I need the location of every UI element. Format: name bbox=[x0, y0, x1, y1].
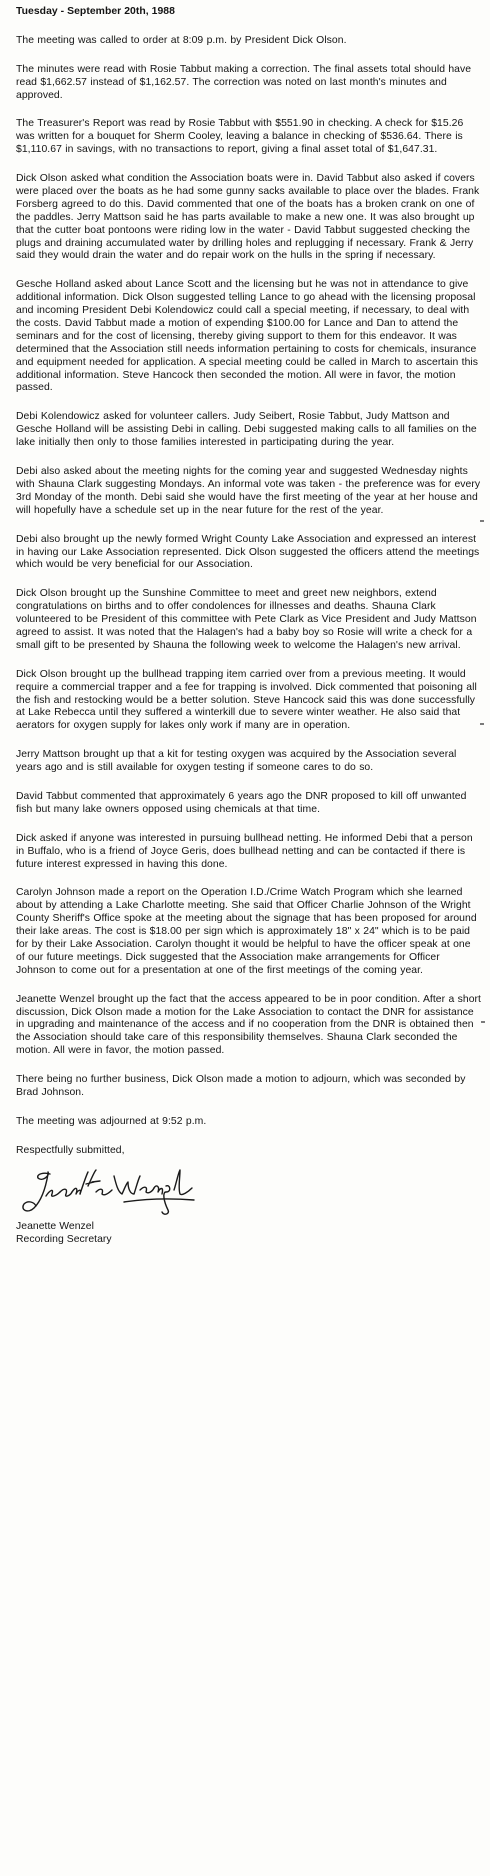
meeting-date: Tuesday - September 20th, 1988 bbox=[16, 6, 175, 17]
paragraph-dnr-proposal: David Tabbut commented that approximately 6 years ago the DNR proposed to kill off unwanted fish but many lake owners opposed using chemicals at that time. bbox=[16, 790, 467, 815]
closing-line: Respectfully submitted, bbox=[16, 1144, 125, 1156]
paragraph-meeting-nights: Debi also asked about the meeting nights for the coming year and suggested Wednesday nights with Shauna Clark suggesting Mondays. An informal vote was taken - the preference was for every 3rd Monday of the month. Debi said she would have the first meeting of the year at her house and will hopefully have a schedule set up in the near future for the rest of the year. bbox=[16, 466, 481, 516]
paragraph-volunteer-callers: Debi Kolendowicz asked for volunteer callers. Judy Seibert, Rosie Tabbut, Judy Mattson and Gesche Holland will be assisting Debi in calling. Debi suggested making calls to all families on the lake initially then only to those families interested in participating during the year. bbox=[16, 411, 477, 449]
paragraph-access-condition: Jeanette Wenzel brought up the fact that the access appeared to be in poor condition. After a short discussion, Dick Olson made a motion for the Lake Association to contact the DNR for assistance in upgrading and maintenance of the access and if no cooperation from the DNR is obtained then the Association should take care of this responsibility themselves. Shauna Clark seconded the motion. All were in favor, the motion passed. bbox=[16, 993, 481, 1057]
margin-mark bbox=[480, 520, 484, 522]
paragraph-boats: Dick Olson asked what condition the Association boats were in. David Tabbut also asked if covers were placed over the boats as he had some gunny sacks available to place over the blades. Frank Forsberg agreed to do this. David commented that one of the boats has a broken crank on one of the paddles. Jerry Mattson said he has parts available to make a new one. It was also brought up that the cutter boat pontoons were riding low in the water - David Tabbut suggested checking the plugs and draining accumulated water by drilling holes and replugging if necessary. Frank & Jerry said they would drain the water and do repair work on the hulls in the spring if necessary. bbox=[16, 173, 480, 262]
paragraph-adjourned: The meeting was adjourned at 9:52 p.m. bbox=[16, 1115, 207, 1127]
paragraph-treasurer-report: The Treasurer's Report was read by Rosie Tabbut with $551.90 in checking. A check for $15.26 was written for a bouquet for Sherm Cooley, leaving a balance in checking of $536.64. There is $1,110.67 in savings, with no transactions to report, giving a final asset total of $1,647.31. bbox=[16, 118, 464, 156]
margin-mark bbox=[480, 723, 484, 725]
paragraph-adjourn-motion: There being no further business, Dick Olson made a motion to adjourn, which was seconded by Brad Johnson. bbox=[16, 1074, 466, 1098]
paragraph-oxygen-kit: Jerry Mattson brought up that a kit for testing oxygen was acquired by the Association several years ago and is still available for oxygen testing if someone cares to do so. bbox=[16, 749, 457, 774]
signer-name: Jeanette Wenzel bbox=[16, 1220, 94, 1232]
margin-mark bbox=[481, 1021, 485, 1023]
paragraph-bullhead-netting: Dick asked if anyone was interested in pursuing bullhead netting. He informed Debi that a person in Buffalo, who is a friend of Joyce Geris, does bullhead netting and can be contacted if there is future interest expressed in having this done. bbox=[16, 832, 473, 870]
paragraph-county-association: Debi also brought up the newly formed Wright County Lake Association and expressed an interest in having our Lake Association represented. Dick Olson suggested the officers attend the meetings which would be very beneficial for our Association. bbox=[16, 533, 480, 571]
paragraph-bullhead-trapping: Dick Olson brought up the bullhead trapping item carried over from a previous meeting. It would require a commercial trapper and a fee for trapping is involved. Dick commented that poisoning all the fish and restocking would be a better solution. Steve Hancock said this was done successfully at Lake Rebecca until they suffered a winterkill due to severe winter weather. He also said that aerators for oxygen supply for lakes only work if many are in operation. bbox=[16, 668, 477, 732]
paragraph-call-to-order: The meeting was called to order at 8:09 p.m. by President Dick Olson. bbox=[16, 34, 347, 46]
paragraph-licensing: Gesche Holland asked about Lance Scott and the licensing but he was not in attendance to give additional information. Dick Olson suggested telling Lance to go ahead with the licensing proposal and incoming President Debi Kolendowicz could call a special meeting, if necessary, to deal with the costs. David Tabbut made a motion of expending $100.00 for Lance and Dan to attend the seminars and for the cost of licensing, thereby giving support to them for this endeavor. It was determined that the Association still needs information pertaining to costs for chemicals, insurance and equipment needed for application. A special meeting could be called in March to ascertain this additional information. Steve Hancock then seconded the motion. All were in favor, the motion passed. bbox=[16, 279, 479, 394]
handwritten-signature bbox=[16, 1166, 196, 1218]
paragraph-crime-watch: Carolyn Johnson made a report on the Operation I.D./Crime Watch Program which she learned about by attending a Lake Charlotte meeting. She said that Officer Charlie Johnson of the Wright County Sheriff's Office spoke at the meeting about the signage that has been proposed for around their lake areas. The cost is $18.00 per sign which is approximately 18" x 24" which is to be paid for by their Lake Association. Carolyn thought it would be helpful to have the officer speak at one of our future meetings. Dick suggested that the Association make arrangements for Officer Johnson to come out for a presentation at one of the first meetings of the coming year. bbox=[16, 887, 477, 976]
signer-title: Recording Secretary bbox=[16, 1234, 112, 1246]
paragraph-sunshine-committee: Dick Olson brought up the Sunshine Committee to meet and greet new neighbors, extend congratulations on births and to offer condolences for illnesses and deaths. Shauna Clark volunteered to be President of this committee with Pete Clark as Vice President and Judy Mattson agreed to assist. It was noted that the Halagen's had a baby boy so Rosie will write a check for a small gift to be presented by Shauna the following week to welcome the Halagen's new arrival. bbox=[16, 588, 477, 651]
paragraph-minutes: The minutes were read with Rosie Tabbut making a correction. The final assets total should have read $1,662.57 instead of $1,162.57. The correction was noted on last month's minutes and approved. bbox=[16, 63, 472, 101]
